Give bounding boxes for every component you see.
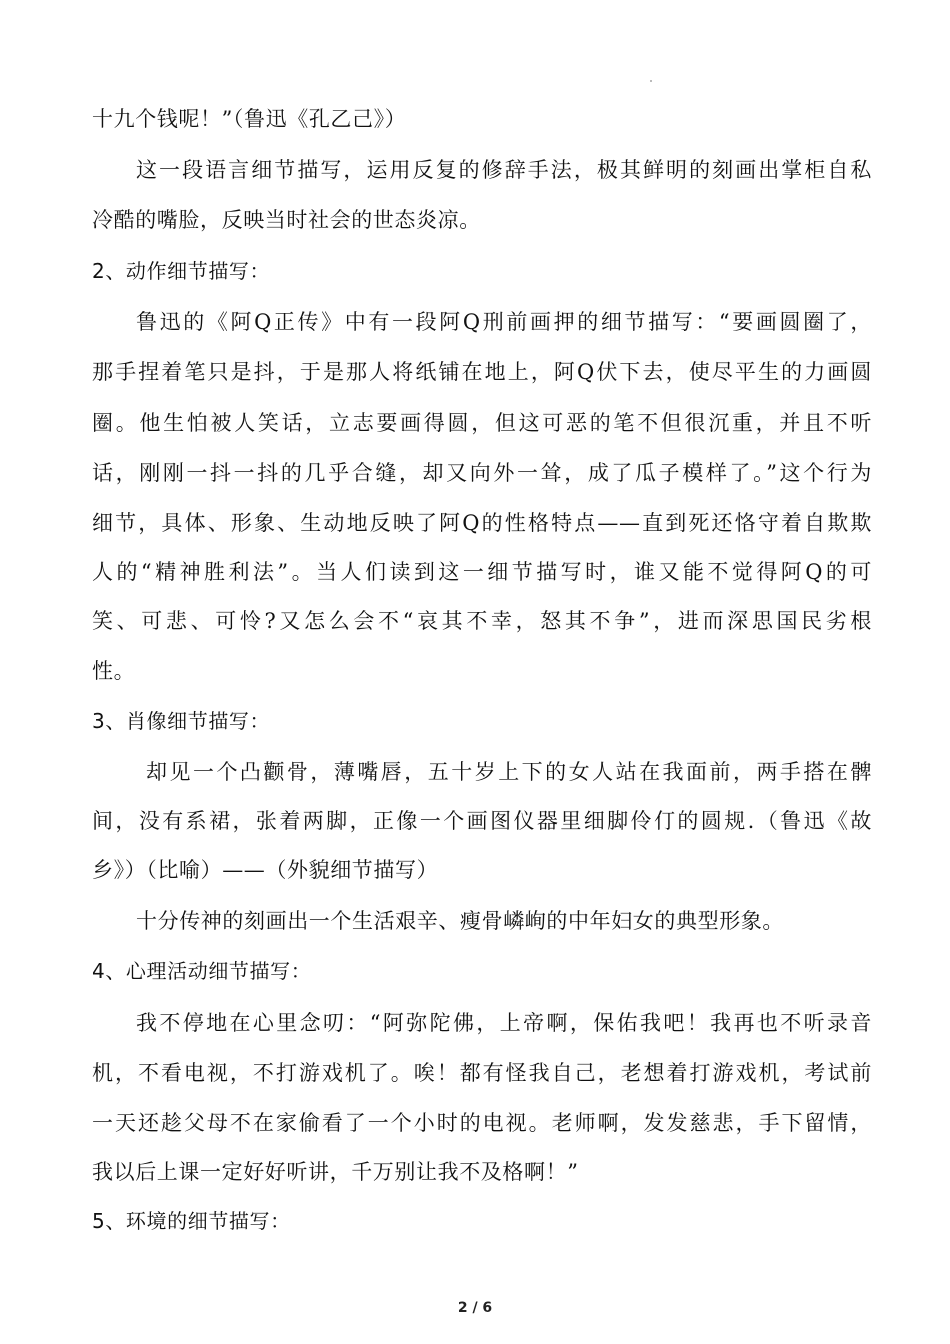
text-line: 机，不看电视，不打游戏机了。唉！都有怪我自己，老想着打游戏机，考试前 — [92, 1061, 872, 1085]
page-number: 2 / 6 — [457, 1300, 493, 1316]
text-line: 我以后上课一定好好听讲，千万别让我不及格啊！” — [92, 1160, 579, 1184]
text-line: 圈。他生怕被人笑话，立志要画得圆，但这可恶的笔不但很沉重，并且不听 — [92, 411, 872, 435]
text-line: 一天还趁父母不在家偷看了一个小时的电视。老师啊，发发慈悲，手下留情， — [92, 1111, 872, 1135]
scan-speck — [650, 80, 652, 82]
section-heading-portrait: 3、肖像细节描写： — [92, 709, 271, 733]
section-heading-environment: 5、环境的细节描写： — [92, 1209, 291, 1233]
paragraph-start-line: 十分传神的刻画出一个生活艰辛、瘦骨嶙峋的中年妇女的典型形象。 — [136, 909, 784, 933]
text-line: 十九个钱呢！”（鲁迅《孔乙己》） — [92, 107, 407, 131]
paragraph-start-line: 我不停地在心里念叨：“阿弥陀佛，上帝啊，保佑我吧！我再也不听录音 — [136, 1011, 872, 1035]
text-line: 冷酷的嘴脸，反映当时社会的世态炎凉。 — [92, 208, 481, 232]
paragraph-start-line: 却见一个凸颧骨，薄嘴唇，五十岁上下的女人站在我面前，两手搭在髀 — [146, 760, 872, 784]
text-line: 乡》）（比喻）——（外貌细节描写） — [92, 858, 439, 882]
text-line: 人的“精神胜利法”。当人们读到这一细节描写时，谁又能不觉得阿Q的可 — [92, 560, 872, 584]
section-heading-action: 2、动作细节描写： — [92, 259, 271, 283]
text-line: 话，刚刚一抖一抖的几乎合缝，却又向外一耸，成了瓜子模样了。”这个行为 — [92, 461, 872, 485]
paragraph-start-line: 鲁迅的《阿Q正传》中有一段阿Q刑前画押的细节描写：“要画圆圈了， — [136, 310, 872, 334]
text-line: 笑、可悲、可怜?又怎么会不“哀其不幸，怒其不争”，进而深思国民劣根 — [92, 609, 872, 633]
text-line: 那手捏着笔只是抖，于是那人将纸铺在地上，阿Q伏下去，使尽平生的力画圆 — [92, 360, 872, 384]
paragraph-start-line: 这一段语言细节描写，运用反复的修辞手法，极其鲜明的刻画出掌柜自私 — [136, 158, 872, 182]
text-line: 间，没有系裙，张着两脚，正像一个画图仪器里细脚伶仃的圆规.（鲁迅《故 — [92, 809, 872, 833]
section-heading-psychology: 4、心理活动细节描写： — [92, 959, 312, 983]
text-line: 细节，具体、形象、生动地反映了阿Q的性格特点——直到死还恪守着自欺欺 — [92, 511, 872, 535]
text-line: 性。 — [92, 659, 136, 683]
